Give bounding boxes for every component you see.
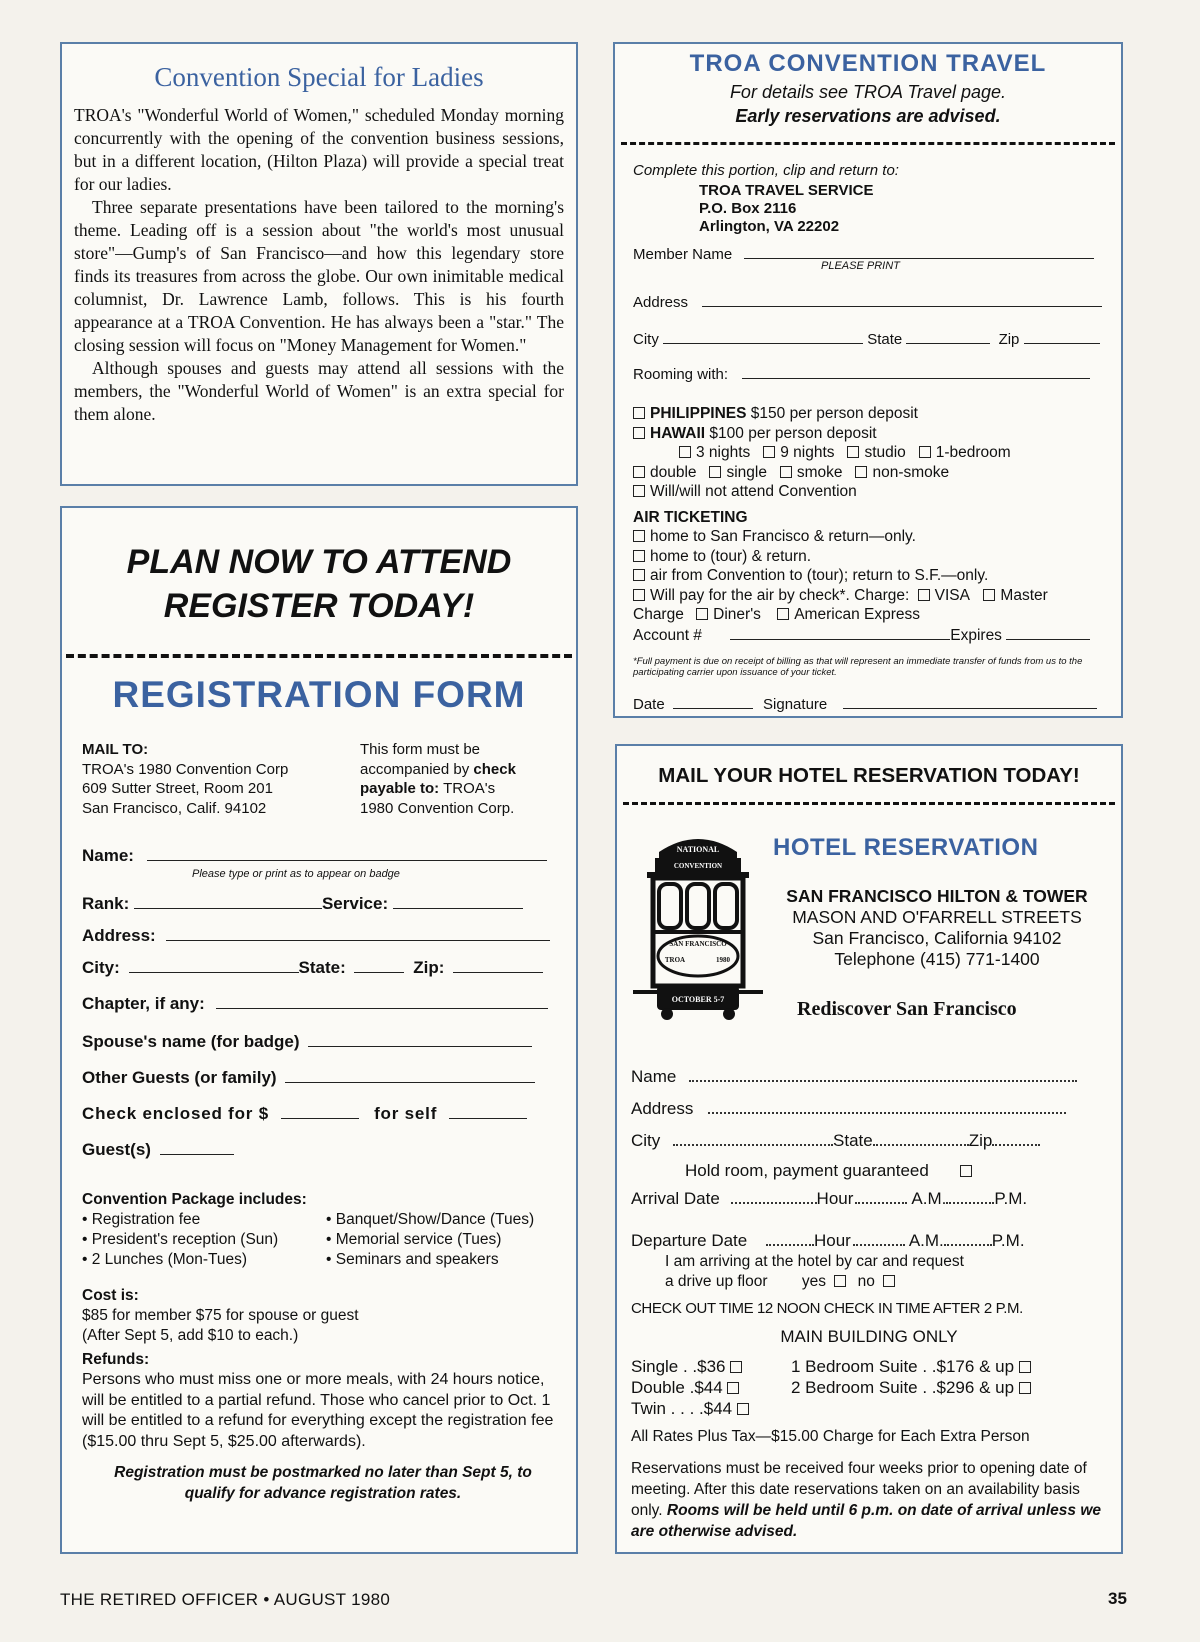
amex-label: American Express xyxy=(794,606,920,623)
travel-service-address xyxy=(699,182,873,236)
expires-input[interactable] xyxy=(1006,625,1090,640)
philippines-deposit: $150 per person deposit xyxy=(746,405,918,422)
departure-pm-label: P.M. xyxy=(991,1231,1025,1250)
date-label: Date xyxy=(633,696,665,713)
package-item: • 2 Lunches (Mon-Tues) xyxy=(82,1251,248,1268)
date-input[interactable] xyxy=(673,694,753,709)
hotel-city: San Francisco, California 94102 xyxy=(812,928,1062,948)
hotel-address-label: Address xyxy=(631,1099,694,1118)
guest-count-row xyxy=(82,1140,234,1160)
address-row xyxy=(82,926,550,946)
name-input[interactable] xyxy=(147,846,547,861)
logo-troa: TROA xyxy=(664,956,686,964)
hotel-clip-line xyxy=(623,802,1115,805)
arrival-am-label: A.M. xyxy=(911,1189,947,1208)
departure-am-input[interactable] xyxy=(944,1232,992,1246)
hawaii-checkbox[interactable] xyxy=(633,427,645,439)
logo-october: OCTOBER 5-7 xyxy=(671,995,725,1004)
pay-by-check-checkbox[interactable] xyxy=(633,589,645,601)
name-row xyxy=(82,846,547,866)
guest-count-label: Guest(s) xyxy=(82,1140,151,1159)
car-request-line-1: I am arriving at the hotel by car and request xyxy=(665,1253,964,1270)
state-input[interactable] xyxy=(354,958,404,973)
hold-room-label: Hold room, payment guaranteed xyxy=(685,1161,929,1180)
service-input[interactable] xyxy=(393,894,523,909)
account-row xyxy=(633,625,1113,646)
service-label: Service: xyxy=(321,894,389,913)
rank-input[interactable] xyxy=(134,894,322,909)
pay-by-check-label: Will pay for the air by check*. Charge: xyxy=(650,586,910,604)
travel-form xyxy=(613,42,1123,718)
double-rate-checkbox[interactable] xyxy=(727,1382,739,1394)
member-name-input[interactable] xyxy=(744,244,1094,259)
zip-label: Zip: xyxy=(413,958,445,977)
philippines-option[interactable] xyxy=(633,404,1113,424)
hotel-state-label: State xyxy=(833,1131,873,1150)
guests-input[interactable] xyxy=(285,1068,535,1083)
air-option-2-label: home to (tour) & return. xyxy=(650,547,812,565)
ladies-paragraph-1: TROA's "Wonderful World of Women," scheduled Monday morning concurrently with the opening of the convention business sessions, but in a different location, (Hilton Plaza) will provide a special treat for our ladies. xyxy=(74,105,564,194)
master-checkbox[interactable] xyxy=(983,589,995,601)
hawaii-suboptions xyxy=(633,443,1113,463)
signature-label: Signature xyxy=(763,696,828,713)
attend-checkbox[interactable] xyxy=(633,485,645,497)
mail-to-block xyxy=(82,740,288,818)
page-number: 35 xyxy=(1108,1589,1127,1608)
travel-subtitle-2: Early reservations are advised. xyxy=(735,106,1001,126)
one-bedroom-checkbox[interactable] xyxy=(919,446,931,458)
package-items xyxy=(82,1210,564,1270)
spouse-label: Spouse's name (for badge) xyxy=(82,1032,300,1051)
air-option-2-checkbox[interactable] xyxy=(633,550,645,562)
travel-city-label: City xyxy=(633,331,659,348)
departure-label: Departure Date xyxy=(631,1231,748,1250)
ladies-paragraph-3: Although spouses and guests may attend all sessions with the members, the "Wonderful World of Women" is an extra special for them alone. xyxy=(74,358,564,424)
twin-rate xyxy=(631,1398,754,1419)
smoke-label: smoke xyxy=(796,463,843,481)
city-input[interactable] xyxy=(129,958,299,973)
suite2-rate xyxy=(791,1377,1036,1398)
rates-right-column xyxy=(791,1356,1036,1398)
suite2-rate-checkbox[interactable] xyxy=(1019,1382,1031,1394)
car-request-line-2 xyxy=(665,1272,964,1292)
travel-address-input[interactable] xyxy=(702,292,1102,307)
arrival-date-input[interactable] xyxy=(731,1190,817,1204)
registration-clip-line xyxy=(66,654,572,658)
reservation-policy-emphasis: Rooms will be held until 6 p.m. on date of arrival unless we are otherwise advised. xyxy=(631,1502,1101,1540)
name-label: Name: xyxy=(82,846,134,865)
studio-checkbox[interactable] xyxy=(847,446,859,458)
travel-address-label: Address xyxy=(633,294,689,311)
hotel-reservation-form xyxy=(615,744,1123,1554)
arrival-am-input[interactable] xyxy=(946,1190,994,1204)
three-nights-checkbox[interactable] xyxy=(679,446,691,458)
logo-national: NATIONAL xyxy=(676,845,720,854)
hotel-address-input[interactable] xyxy=(708,1100,1066,1114)
philippines-label: PHILIPPINES xyxy=(650,405,747,422)
check-enclosed-label: Check enclosed for $ xyxy=(82,1104,270,1123)
hotel-city-label: City xyxy=(631,1131,661,1150)
hotel-city-input[interactable] xyxy=(673,1132,833,1146)
single-rate-label: Single . .$36 xyxy=(631,1357,726,1376)
ladies-article xyxy=(60,42,578,486)
air-ticketing-title: AIR TICKETING xyxy=(633,508,748,526)
member-name-label: Member Name xyxy=(633,246,733,263)
state-label: State: xyxy=(298,958,346,977)
guests-row xyxy=(82,1068,535,1088)
hotel-address-block xyxy=(767,886,1107,970)
cost-line-2: (After Sept 5, add $10 to each.) xyxy=(82,1327,299,1344)
air-option-1[interactable] xyxy=(633,527,1113,547)
ladies-paragraph-2: Three separate presentations have been tailored to the morning's theme. Leading off is a session about "the world's most unusual store"—Gump's of San Francisco—and how this legendary store finds its treasures from across the globe. Our own inimitable medical columnist, Dr. Lawrence Lamb, follows. This is his fourth appearance at a TROA Convention. He has always been a "star." The closing session will focus on "Money Management for Women." xyxy=(74,197,564,355)
rooming-row xyxy=(633,364,1090,383)
air-option-1-checkbox[interactable] xyxy=(633,530,645,542)
suite2-rate-label: 2 Bedroom Suite . .$296 & up xyxy=(791,1378,1015,1397)
twin-rate-checkbox[interactable] xyxy=(737,1403,749,1415)
ladies-body xyxy=(74,104,564,426)
payment-footnote: *Full payment is due on receipt of billing as that will represent an immediate transfer of funds from us to the participating carrier upon issuance of your ticket. xyxy=(633,656,1083,678)
travel-city-row xyxy=(633,329,1100,348)
cost-title: Cost is: xyxy=(82,1287,139,1304)
mail-to-line-1: TROA's 1980 Convention Corp xyxy=(82,760,289,778)
city-state-zip-row xyxy=(82,958,543,978)
address-input[interactable] xyxy=(166,926,550,941)
travel-options xyxy=(633,404,1113,645)
charge-label: Charge xyxy=(633,606,684,623)
air-option-3-label: air from Convention to (tour); return to S.F.—only. xyxy=(650,567,989,584)
travel-state-input[interactable] xyxy=(906,329,990,344)
drive-up-label: a drive up floor xyxy=(665,1273,768,1290)
logo-san-francisco: SAN FRANCISCO xyxy=(669,940,727,948)
arrival-pm-label: P.M. xyxy=(994,1189,1028,1208)
suite1-rate-checkbox[interactable] xyxy=(1019,1361,1031,1373)
hotel-zip-input[interactable] xyxy=(992,1132,1040,1146)
logo-convention: CONVENTION xyxy=(673,862,723,870)
rates-left-column xyxy=(631,1356,754,1419)
air-option-2[interactable] xyxy=(633,547,1113,567)
hotel-telephone: Telephone (415) 771-1400 xyxy=(834,949,1040,969)
non-smoke-checkbox[interactable] xyxy=(855,466,867,478)
travel-zip-label: Zip xyxy=(998,331,1020,348)
philippines-checkbox[interactable] xyxy=(633,407,645,419)
chapter-label: Chapter, if any: xyxy=(82,994,205,1013)
visa-checkbox[interactable] xyxy=(918,589,930,601)
arrival-hour-input[interactable] xyxy=(855,1190,907,1204)
cable-car-logo xyxy=(633,822,763,1022)
double-rate xyxy=(631,1377,754,1398)
travel-clip-instruction: Complete this portion, clip and return to: xyxy=(633,162,899,179)
departure-date-input[interactable] xyxy=(766,1232,814,1246)
spouse-row xyxy=(82,1032,532,1052)
master-label: Master xyxy=(1000,586,1048,604)
hawaii-label: HAWAII xyxy=(650,424,706,442)
arrival-label: Arrival Date xyxy=(631,1189,720,1208)
smoke-checkbox[interactable] xyxy=(780,466,792,478)
yes-checkbox[interactable] xyxy=(834,1275,846,1287)
travel-city-input[interactable] xyxy=(663,329,863,344)
departure-hour-label: Hour xyxy=(813,1231,851,1250)
double-checkbox[interactable] xyxy=(633,466,645,478)
signature-input[interactable] xyxy=(843,694,1097,709)
hawaii-deposit: $100 per person deposit xyxy=(705,424,877,442)
cost-line-1: $85 for member $75 for spouse or guest xyxy=(82,1307,359,1324)
departure-hour-input[interactable] xyxy=(853,1232,905,1246)
refunds-text: Persons who must miss one or more meals, with 24 hours notice, will be entitled to a partial refund. Those who cancel prior to Oct. 1 will be entitled to a refund for everything except the registration fee ($15.00 thru Sept 5, $25.00 afterwards). xyxy=(82,1371,554,1450)
check-requirement-line-2 xyxy=(360,760,516,780)
travel-address-line-3: Arlington, VA 22202 xyxy=(699,218,840,235)
double-label: double xyxy=(650,463,697,481)
reservation-policy-text: Reservations must be received four weeks prior to opening date of meeting. After this date reservations taken on an availability basis only. xyxy=(631,1460,1087,1519)
registration-title: REGISTRATION FORM xyxy=(112,674,526,715)
reservation-policy xyxy=(631,1458,1107,1542)
refunds-title: Refunds: xyxy=(82,1351,150,1368)
air-option-1-label: home to San Francisco & return—only. xyxy=(650,528,916,545)
account-input[interactable] xyxy=(730,625,950,640)
rates-note: All Rates Plus Tax—$15.00 Charge for Each Extra Person xyxy=(631,1428,1030,1445)
hotel-name: SAN FRANCISCO HILTON & TOWER xyxy=(786,886,1088,906)
twin-rate-label: Twin . . . .$44 xyxy=(631,1399,733,1418)
date-signature-row xyxy=(633,694,1097,713)
rooming-label: Rooming with: xyxy=(633,366,729,383)
hotel-state-input[interactable] xyxy=(873,1132,969,1146)
package-item: • Seminars and speakers xyxy=(326,1251,499,1268)
mail-to-label: MAIL TO: xyxy=(82,741,149,758)
no-label: no xyxy=(857,1273,875,1290)
hold-room-row xyxy=(685,1160,977,1182)
plan-headline-line-1: PLAN NOW TO ATTEND xyxy=(126,543,512,581)
spouse-input[interactable] xyxy=(308,1032,532,1047)
travel-zip-input[interactable] xyxy=(1024,329,1100,344)
deadline-note: Registration must be postmarked no later than Sept 5, to qualify for advance registration rates. xyxy=(114,1464,532,1502)
package-block xyxy=(82,1190,564,1504)
package-item: • President's reception (Sun) xyxy=(82,1231,279,1248)
no-checkbox[interactable] xyxy=(883,1275,895,1287)
travel-address-line-1: TROA TRAVEL SERVICE xyxy=(699,182,874,199)
hotel-banner: MAIL YOUR HOTEL RESERVATION TODAY! xyxy=(658,764,1080,787)
travel-clip-line xyxy=(621,142,1115,145)
room-type-options xyxy=(633,463,1113,483)
hotel-name-row xyxy=(631,1066,1077,1088)
yes-label: yes xyxy=(801,1273,826,1290)
package-item: • Memorial service (Tues) xyxy=(326,1231,502,1248)
suite1-rate xyxy=(791,1356,1036,1377)
ladies-title: Convention Special for Ladies xyxy=(154,62,484,92)
departure-am-label: A.M. xyxy=(908,1231,944,1250)
hotel-name-input[interactable] xyxy=(689,1068,1077,1082)
checkout-time: CHECK OUT TIME 12 NOON CHECK IN TIME AFTER 2 P.M. xyxy=(631,1300,1023,1317)
visa-label: VISA xyxy=(934,586,970,604)
air-option-3[interactable] xyxy=(633,566,1113,586)
address-label: Address: xyxy=(82,926,156,945)
car-request xyxy=(665,1252,964,1292)
single-rate-checkbox[interactable] xyxy=(730,1361,742,1373)
single-rate xyxy=(631,1356,754,1377)
check-requirement-line-3 xyxy=(360,779,516,799)
double-rate-label: Double .$44 xyxy=(631,1378,723,1397)
check-requirement-block xyxy=(360,740,516,818)
for-self-input[interactable] xyxy=(449,1104,527,1119)
package-item: • Banquet/Show/Dance (Tues) xyxy=(326,1211,535,1228)
travel-address-row xyxy=(633,292,1102,311)
plan-headline-line-2: REGISTER TODAY! xyxy=(163,587,475,625)
rooming-input[interactable] xyxy=(742,364,1090,379)
hotel-street: MASON AND O'FARRELL STREETS xyxy=(792,907,1082,927)
nine-nights-label: 9 nights xyxy=(780,444,835,461)
logo-year: 1980 xyxy=(716,956,730,964)
registration-form xyxy=(60,506,578,1554)
name-hint: Please type or print as to appear on badge xyxy=(192,868,400,880)
departure-row xyxy=(631,1230,1025,1252)
mail-to-line-3: San Francisco, Calif. 94102 xyxy=(82,799,267,817)
hotel-address-row xyxy=(631,1098,1066,1120)
mail-to-line-2: 609 Sutter Street, Room 201 xyxy=(82,780,273,797)
travel-subtitle-1: For details see TROA Travel page. xyxy=(729,82,1007,102)
rank-service-row xyxy=(82,894,523,914)
three-nights-label: 3 nights xyxy=(696,444,751,461)
diners-label: Diner's xyxy=(713,606,761,623)
check-requirement-bold: check xyxy=(473,760,516,778)
rank-label: Rank: xyxy=(82,894,130,913)
attend-label: Will/will not attend Convention xyxy=(650,483,857,500)
payable-to-text: TROA's xyxy=(439,780,496,797)
check-row xyxy=(82,1104,527,1124)
hotel-zip-label: Zip xyxy=(968,1131,993,1150)
hotel-title: HOTEL RESERVATION xyxy=(773,834,1039,861)
guest-count-input[interactable] xyxy=(160,1140,234,1155)
non-smoke-label: non-smoke xyxy=(872,463,950,481)
expires-label: Expires xyxy=(950,626,1002,644)
single-label: single xyxy=(726,463,767,481)
account-label: Account # xyxy=(633,626,702,644)
check-requirement-text: accompanied by xyxy=(360,760,474,778)
check-requirement-line-1: This form must be xyxy=(360,741,481,758)
air-charge-row xyxy=(633,605,1113,625)
air-option-3-checkbox[interactable] xyxy=(633,569,645,581)
hold-room-checkbox[interactable] xyxy=(960,1165,972,1177)
plan-headline xyxy=(62,540,576,628)
please-print-hint: PLEASE PRINT xyxy=(821,260,900,272)
travel-address-line-2: P.O. Box 2116 xyxy=(699,200,797,217)
chapter-row xyxy=(82,994,548,1014)
travel-state-label: State xyxy=(867,331,903,348)
footer-publication: THE RETIRED OFFICER • AUGUST 1980 xyxy=(60,1590,391,1609)
studio-label: studio xyxy=(864,444,906,461)
amex-checkbox[interactable] xyxy=(777,608,789,620)
suite1-rate-label: 1 Bedroom Suite . .$176 & up xyxy=(791,1357,1015,1376)
air-payment-row xyxy=(633,586,1113,606)
arrival-hour-label: Hour xyxy=(816,1189,854,1208)
arrival-row xyxy=(631,1188,1027,1210)
for-self-label: for self xyxy=(374,1104,438,1123)
zip-input[interactable] xyxy=(453,958,543,973)
diners-checkbox[interactable] xyxy=(696,608,708,620)
hotel-city-row xyxy=(631,1130,1040,1152)
hawaii-option[interactable] xyxy=(633,424,1113,444)
nine-nights-checkbox[interactable] xyxy=(763,446,775,458)
payable-to-label: payable to: xyxy=(360,780,440,797)
guests-label: Other Guests (or family) xyxy=(82,1068,277,1087)
chapter-input[interactable] xyxy=(216,994,548,1009)
single-checkbox[interactable] xyxy=(709,466,721,478)
attend-option[interactable] xyxy=(633,482,1113,502)
hotel-slogan: Rediscover San Francisco xyxy=(797,998,1017,1020)
one-bedroom-label: 1-bedroom xyxy=(935,444,1011,461)
city-label: City: xyxy=(82,958,120,977)
package-title: Convention Package includes: xyxy=(82,1191,307,1208)
package-item: • Registration fee xyxy=(82,1211,201,1228)
check-amount-input[interactable] xyxy=(281,1104,359,1119)
hotel-name-label: Name xyxy=(631,1067,677,1086)
main-building-only: MAIN BUILDING ONLY xyxy=(780,1327,958,1346)
check-requirement-line-4: 1980 Convention Corp. xyxy=(360,799,515,817)
travel-title: TROA CONVENTION TRAVEL xyxy=(689,50,1047,77)
